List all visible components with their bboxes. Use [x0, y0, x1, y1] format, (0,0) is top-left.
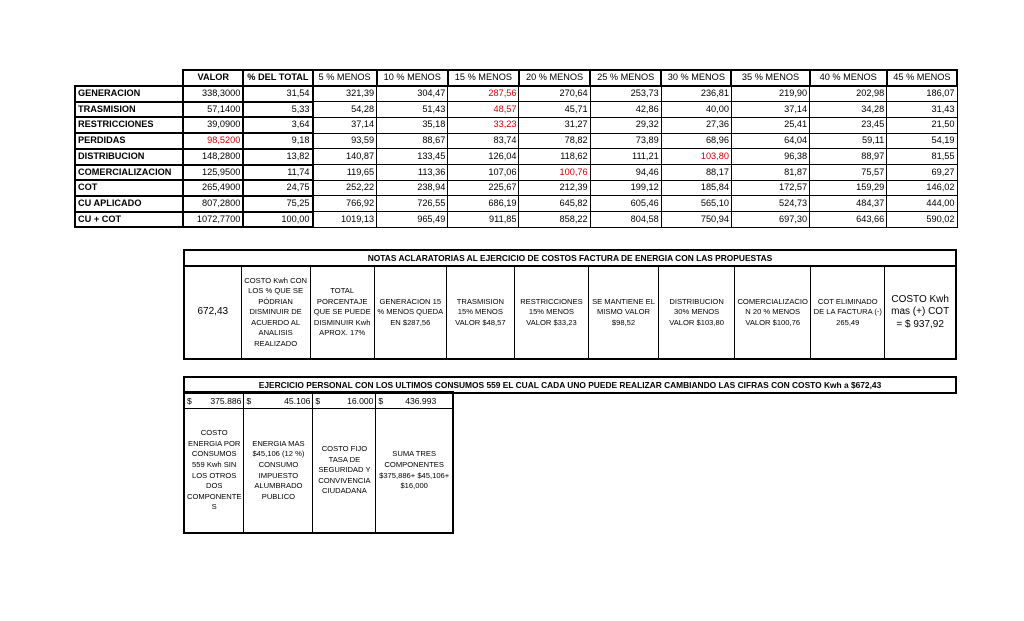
- amount-value: 436.993: [405, 395, 437, 406]
- table-cell: 25,41: [731, 117, 809, 133]
- row-label: RESTRICCIONES: [75, 117, 183, 133]
- table-cell: 338,3000: [183, 86, 243, 102]
- table-cell: 40,00: [661, 102, 731, 118]
- row-label: CU APLICADO: [75, 196, 183, 212]
- table-cell: 643,66: [810, 212, 887, 228]
- note-cell: COSTO Kwh CON LOS % QUE SE PÓDRIAN DISMINUIR DE ACUERDO AL ANALISIS REALIZADO: [241, 266, 310, 359]
- table-row: [75, 180, 957, 196]
- table-cell: 590,02: [887, 212, 957, 228]
- table-cell: 69,27: [887, 165, 957, 181]
- table-cell: 64,04: [731, 133, 809, 149]
- table-cell: 59,11: [810, 133, 887, 149]
- table-cell: 88,17: [661, 165, 731, 181]
- table-cell: 202,98: [810, 86, 887, 102]
- table-cell: 565,10: [661, 196, 731, 212]
- col-header: % DEL TOTAL: [243, 70, 312, 86]
- table-cell: 1019,13: [313, 212, 377, 228]
- table-cell: 238,94: [377, 180, 448, 196]
- table-cell: 31,54: [243, 86, 312, 102]
- table-cell: 93,59: [313, 133, 377, 149]
- note-cell: SE MANTIENE EL MISMO VALOR $98,52: [588, 266, 658, 359]
- table-cell: 172,57: [731, 180, 809, 196]
- table-cell: 236,81: [661, 86, 731, 102]
- table-cell: 88,67: [377, 133, 448, 149]
- table-cell: 39,0900: [183, 117, 243, 133]
- table-row: [75, 102, 957, 118]
- table-cell: 219,90: [731, 86, 809, 102]
- table-cell: 444,00: [887, 196, 957, 212]
- table-cell: 13,82: [243, 149, 312, 165]
- personal-table: [183, 391, 454, 534]
- amounts-row: [184, 392, 453, 409]
- amount-cell: [184, 392, 244, 409]
- table-cell: 75,57: [810, 165, 887, 181]
- col-header: VALOR: [183, 70, 243, 86]
- table-cell: 81,55: [887, 149, 957, 165]
- table-cell: 98,5200: [183, 133, 243, 149]
- currency-symbol: $: [246, 395, 252, 406]
- table-cell: 11,74: [243, 165, 312, 181]
- table-row: [75, 212, 957, 228]
- note-cell: TOTAL PORCENTAJE QUE SE PUEDE DISMINUIR Kwh APROX. 17%: [310, 266, 374, 359]
- note-cell: GENERACION 15 % MENOS QUEDA EN $287,56: [374, 266, 446, 359]
- cost-table: [74, 69, 958, 228]
- corner-cell: [75, 70, 183, 86]
- note-cell: COMERCIALIZACIO N 20 % MENOS VALOR $100,76: [735, 266, 811, 359]
- table-cell: 119,65: [313, 165, 377, 181]
- table-cell: 750,94: [661, 212, 731, 228]
- table-cell: 88,97: [810, 149, 887, 165]
- table-cell: 858,22: [519, 212, 590, 228]
- table-cell: 5,33: [243, 102, 312, 118]
- table-cell: 225,67: [448, 180, 519, 196]
- table-cell: 126,04: [448, 149, 519, 165]
- table-cell: 48,57: [448, 102, 519, 118]
- note-cell: COT ELIMINADO DE LA FACTURA (-) 265,49: [811, 266, 885, 359]
- table-cell: 29,32: [590, 117, 661, 133]
- table-cell: 199,12: [590, 180, 661, 196]
- table-cell: 9,18: [243, 133, 312, 149]
- note-cell: ENERGIA MAS $45,106 (12 %) CONSUMO IMPUESTO ALUMBRADO PUBLICO: [244, 409, 313, 534]
- col-header: 25 % MENOS: [590, 70, 661, 86]
- row-label: COMERCIALIZACION: [75, 165, 183, 181]
- row-label: GENERACION: [75, 86, 183, 102]
- table-cell: 605,46: [590, 196, 661, 212]
- table-cell: 34,28: [810, 102, 887, 118]
- personal-notes-row: [184, 409, 453, 534]
- table-cell: 140,87: [313, 149, 377, 165]
- amount-value: 45.106: [284, 395, 311, 406]
- table-cell: 31,43: [887, 102, 957, 118]
- table-cell: 697,30: [731, 212, 809, 228]
- table-cell: 45,71: [519, 102, 590, 118]
- table-cell: 148,2800: [183, 149, 243, 165]
- table-cell: 1072,7700: [183, 212, 243, 228]
- row-label: DISTRIBUCION: [75, 149, 183, 165]
- table-cell: 133,45: [377, 149, 448, 165]
- amount-value: 16.000: [347, 395, 374, 406]
- table-cell: 253,73: [590, 86, 661, 102]
- note-cell: COSTO FIJO TASA DE SEGURIDAD Y CONVIVENCIA CIUDADANA: [313, 409, 376, 534]
- table-cell: 75,25: [243, 196, 312, 212]
- table-cell: 146,02: [887, 180, 957, 196]
- table-cell: 24,75: [243, 180, 312, 196]
- table-cell: 81,87: [731, 165, 809, 181]
- col-header: 45 % MENOS: [887, 70, 957, 86]
- costo-kwh-value: 672,43: [184, 266, 241, 359]
- costo-total-cell: COSTO Kwh mas (+) COT = $ 937,92: [885, 266, 956, 359]
- note-cell: COSTO ENERGIA POR CONSUMOS 559 Kwh SIN LOS OTROS DOS COMPONENTE S: [184, 409, 244, 534]
- table-row: [75, 149, 957, 165]
- table-cell: 212,39: [519, 180, 590, 196]
- table-cell: 68,96: [661, 133, 731, 149]
- table-cell: 31,27: [519, 117, 590, 133]
- table-cell: 51,43: [377, 102, 448, 118]
- table-cell: 965,49: [377, 212, 448, 228]
- table-cell: 287,56: [448, 86, 519, 102]
- table-cell: 35,18: [377, 117, 448, 133]
- table-cell: 111,21: [590, 149, 661, 165]
- amount-value: 375.886: [210, 395, 242, 406]
- table-cell: 94,46: [590, 165, 661, 181]
- table-cell: 42,86: [590, 102, 661, 118]
- table-row: [75, 196, 957, 212]
- table-cell: 270,64: [519, 86, 590, 102]
- note-cell: DISTRIBUCION 30% MENOS VALOR $103,80: [659, 266, 735, 359]
- table-cell: 321,39: [313, 86, 377, 102]
- table-cell: 23,45: [810, 117, 887, 133]
- notes-table: [183, 249, 957, 360]
- note-cell: SUMA TRES COMPONENTES $375,886+ $45,106+ $16,000: [376, 409, 453, 534]
- col-header: 15 % MENOS: [448, 70, 519, 86]
- personal-title: EJERCICIO PERSONAL CON LOS ULTIMOS CONSUMOS 559 EL CUAL CADA UNO PUEDE REALIZAR CAMBIANDO LAS CIFRAS CON COSTO Kwh a $672,43: [184, 377, 956, 393]
- table-cell: 645,82: [519, 196, 590, 212]
- table-cell: 100,76: [519, 165, 590, 181]
- table-cell: 27,36: [661, 117, 731, 133]
- note-cell: TRASMISION 15% MENOS VALOR $48,57: [446, 266, 514, 359]
- table-cell: 33,23: [448, 117, 519, 133]
- row-label: PERDIDAS: [75, 133, 183, 149]
- table-cell: 524,73: [731, 196, 809, 212]
- row-label: TRASMISION: [75, 102, 183, 118]
- table-cell: 113,36: [377, 165, 448, 181]
- table-cell: 484,37: [810, 196, 887, 212]
- row-label: CU + COT: [75, 212, 183, 228]
- table-cell: 911,85: [448, 212, 519, 228]
- table-row: [75, 165, 957, 181]
- table-cell: 186,07: [887, 86, 957, 102]
- amount-cell: [244, 392, 313, 409]
- col-header: 35 % MENOS: [731, 70, 809, 86]
- table-cell: 37,14: [731, 102, 809, 118]
- col-header: 40 % MENOS: [810, 70, 887, 86]
- currency-symbol: $: [187, 395, 192, 406]
- col-header: 30 % MENOS: [661, 70, 731, 86]
- table-cell: 103,80: [661, 149, 731, 165]
- table-cell: 73,89: [590, 133, 661, 149]
- table-cell: 252,22: [313, 180, 377, 196]
- note-cell: RESTRICCIONES 15% MENOS VALOR $33,23: [514, 266, 588, 359]
- table-cell: 686,19: [448, 196, 519, 212]
- table-cell: 185,84: [661, 180, 731, 196]
- currency-symbol: $: [315, 395, 321, 406]
- table-cell: 107,06: [448, 165, 519, 181]
- table-cell: 265,4900: [183, 180, 243, 196]
- table-cell: 304,47: [377, 86, 448, 102]
- table-cell: 83,74: [448, 133, 519, 149]
- table-cell: 3,64: [243, 117, 312, 133]
- table-cell: 100,00: [243, 212, 312, 228]
- table-cell: 78,82: [519, 133, 590, 149]
- table-cell: 118,62: [519, 149, 590, 165]
- cost-table-body: [75, 86, 957, 227]
- table-cell: 726,55: [377, 196, 448, 212]
- table-cell: 37,14: [313, 117, 377, 133]
- table-cell: 96,38: [731, 149, 809, 165]
- table-cell: 54,19: [887, 133, 957, 149]
- amount-cell: [376, 392, 453, 409]
- table-cell: 57,1400: [183, 102, 243, 118]
- table-cell: 804,58: [590, 212, 661, 228]
- table-cell: 159,29: [810, 180, 887, 196]
- row-label: COT: [75, 180, 183, 196]
- table-cell: 125,9500: [183, 165, 243, 181]
- table-cell: 807,2800: [183, 196, 243, 212]
- notes-title: NOTAS ACLARATORIAS AL EJERCICIO DE COSTOS FACTURA DE ENERGIA CON LAS PROPUESTAS: [184, 250, 956, 266]
- table-row: [75, 86, 957, 102]
- table-cell: 54,28: [313, 102, 377, 118]
- col-header: 5 % MENOS: [313, 70, 377, 86]
- col-header: 20 % MENOS: [519, 70, 590, 86]
- table-row: [75, 117, 957, 133]
- table-row: [75, 133, 957, 149]
- amount-cell: [313, 392, 376, 409]
- table-cell: 21,50: [887, 117, 957, 133]
- table-cell: 766,92: [313, 196, 377, 212]
- header-row: [75, 70, 957, 86]
- col-header: 10 % MENOS: [377, 70, 448, 86]
- currency-symbol: $: [378, 395, 384, 406]
